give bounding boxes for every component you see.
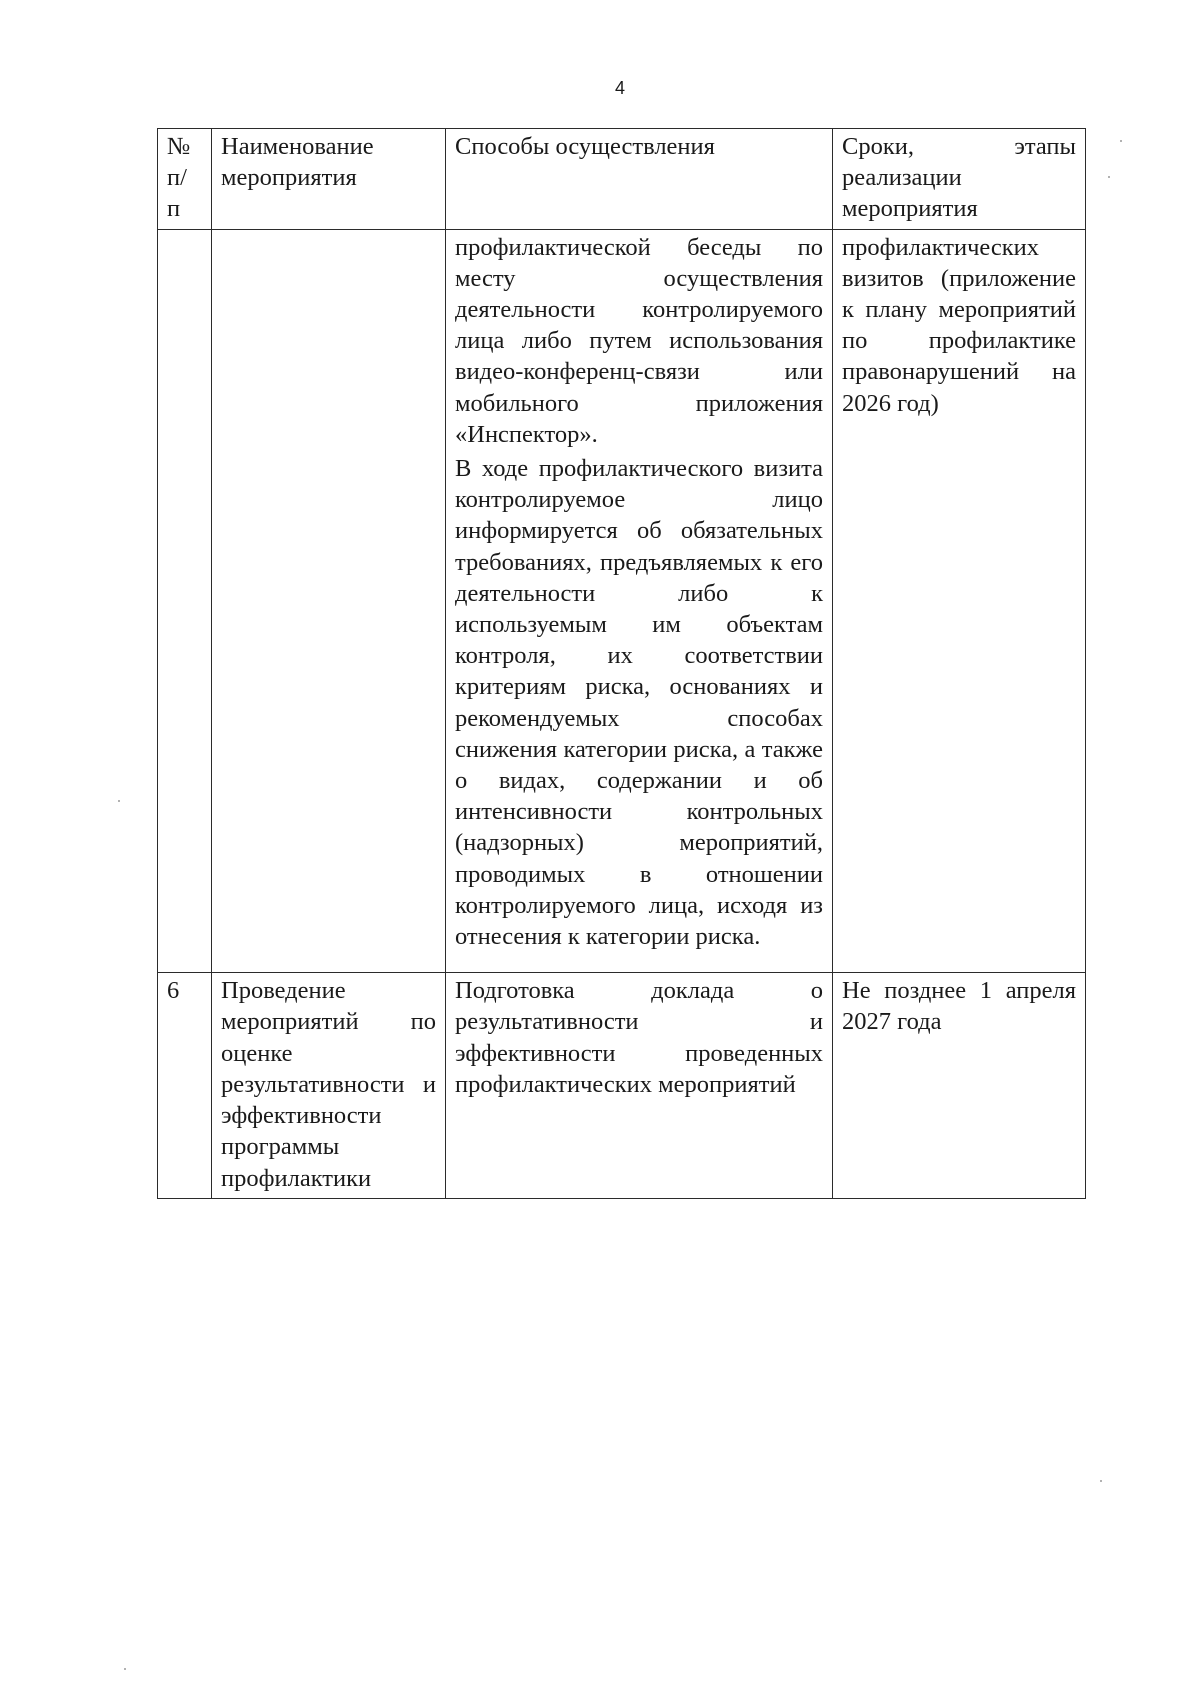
page-number: 4	[614, 78, 625, 98]
table-row	[158, 229, 1086, 973]
row-methods	[446, 229, 833, 973]
row-terms: профилактических визитов (приложение к плану мероприятий по профилактике правонарушений на 2026 год)	[833, 229, 1086, 973]
scan-speck	[1100, 1480, 1102, 1482]
measures-table	[157, 128, 1086, 1199]
table-header-row	[158, 129, 1086, 230]
header-number: № п/ п	[158, 129, 212, 230]
methods-paragraph: профилактической беседы по месту осуществления деятельности контролируемого лица либо путем использования видео-конференц-связи или мобильного приложения «Инспектор».	[455, 233, 823, 448]
row-number	[158, 229, 212, 973]
methods-paragraph: Подготовка доклада о результативности и эффективности проведенных профилактических мероприятий	[455, 977, 823, 1098]
scan-speck	[118, 800, 120, 802]
row-name: Проведение мероприятий по оценке результативности и эффективности программы профилактики	[212, 973, 446, 1198]
scan-speck	[124, 1668, 126, 1670]
header-terms: Сроки, этапы реализации мероприятия	[833, 129, 1086, 230]
header-methods: Способы осуществления	[446, 129, 833, 230]
row-name	[212, 229, 446, 973]
row-terms: Не позднее 1 апреля 2027 года	[833, 973, 1086, 1198]
methods-paragraph: В ходе профилактического визита контролируемое лицо информируется об обязательных требованиях, предъявляемых к его деятельности либо к используемым им объектам контроля, их соответствии критериям риска, основаниях и рекомендуемых способах снижения категории риска, а также о видах, содержании и об интенсивности контрольных (надзорных) мероприятий, проводимых в отношении контролируемого лица, исходя из отнесения к категории риска.	[455, 455, 823, 951]
table-row	[158, 973, 1086, 1198]
row-number: 6	[158, 973, 212, 1198]
scan-speck	[1120, 140, 1122, 142]
scan-speck	[1108, 176, 1110, 178]
row-methods	[446, 973, 833, 1198]
header-name: Наименование мероприятия	[212, 129, 446, 230]
